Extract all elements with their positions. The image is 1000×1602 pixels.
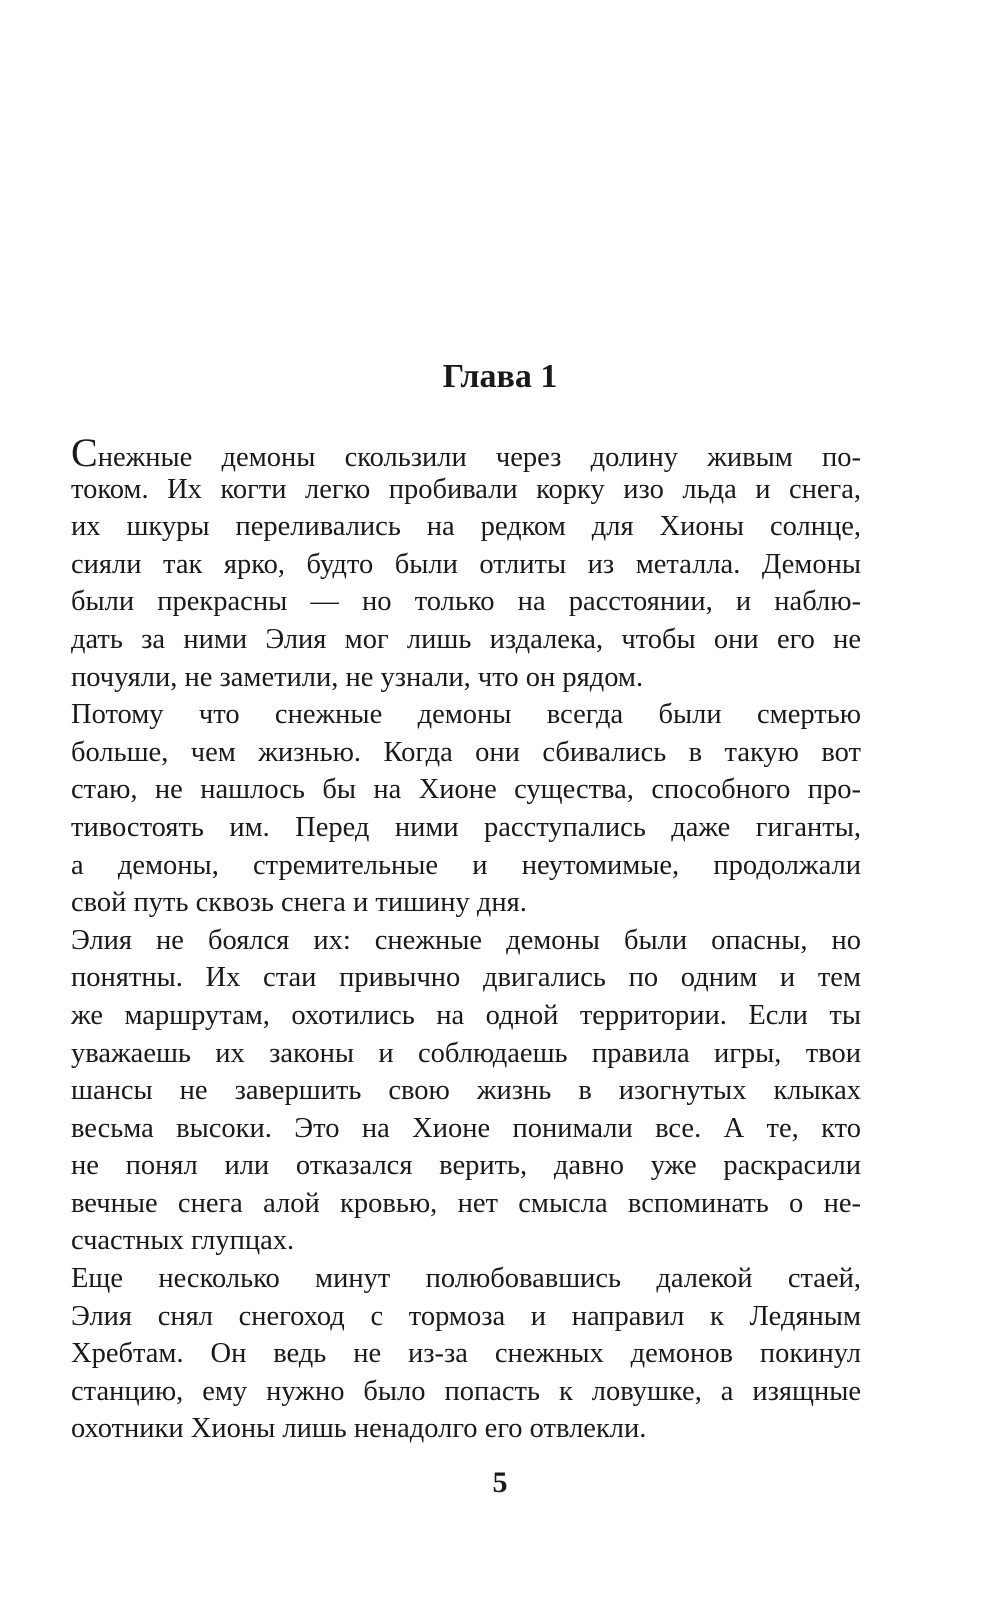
text-line: Элия снял снегоход с тормоза и направил к Ледяным — [71, 1300, 861, 1332]
text-line: свой путь сквозь снега и тишину дня. — [71, 887, 527, 919]
text-line: стаю, не нашлось бы на Хионе существа, способного про- — [71, 774, 861, 806]
text-line: сияли так ярко, будто были отлиты из металла. Демоны — [71, 548, 861, 580]
text-line: Хребтам. Он ведь не из-за снежных демонов покинул — [71, 1338, 861, 1370]
text-line: весьма высоки. Это на Хионе понимали все. А те, кто — [71, 1112, 861, 1144]
page-number: 5 — [492, 1466, 508, 1499]
text-line: а демоны, стремительные и неутомимые, продолжали — [71, 849, 861, 881]
text-line: больше, чем жизнью. Когда они сбивались в такую вот — [71, 736, 861, 768]
text-line: Еще несколько минут полюбовавшись далекой стаей, — [71, 1263, 861, 1295]
text-line: тивостоять им. Перед ними расступались даже гиганты, — [71, 811, 861, 843]
text-line: Потому что снежные демоны всегда были смертью — [71, 699, 861, 731]
text-line: были прекрасны — но только на расстоянии, и наблю- — [71, 586, 861, 618]
text-line: уважаешь их законы и соблюдаешь правила игры, твои — [71, 1037, 861, 1069]
text-line: не понял или отказался верить, давно уже раскрасили — [71, 1150, 861, 1182]
chapter-body — [71, 430, 861, 1448]
text-line: охотники Хионы лишь ненадолго его отвлекли. — [71, 1413, 647, 1445]
text-line: же маршрутам, охотились на одной территории. Если ты — [71, 999, 861, 1031]
text-line: дать за ними Элия мог лишь издалека, чтобы они его не — [71, 623, 861, 655]
text-line: их шкуры переливались на редком для Хионы солнце, — [71, 511, 861, 543]
text-line: станцию, ему нужно было попасть к ловушке, а изящные — [71, 1375, 861, 1407]
text-line: вечные снега алой кровью, нет смысла вспоминать о не- — [71, 1187, 861, 1219]
chapter-title: Глава 1 — [442, 358, 558, 395]
text-line: счастных глупцах. — [71, 1225, 295, 1257]
text-line: понятны. Их стаи привычно двигались по одним и тем — [71, 962, 861, 994]
text-line: Снежные демоны скользили через долину живым по- — [71, 430, 861, 475]
text-line: током. Их когти легко пробивали корку изо льда и снега, — [71, 473, 861, 505]
text-line: Элия не боялся их: снежные демоны были опасны, но — [71, 924, 861, 956]
text-line: почуяли, не заметили, не узнали, что он рядом. — [71, 661, 644, 693]
text-line: шансы не завершить свою жизнь в изогнутых клыках — [71, 1075, 861, 1107]
